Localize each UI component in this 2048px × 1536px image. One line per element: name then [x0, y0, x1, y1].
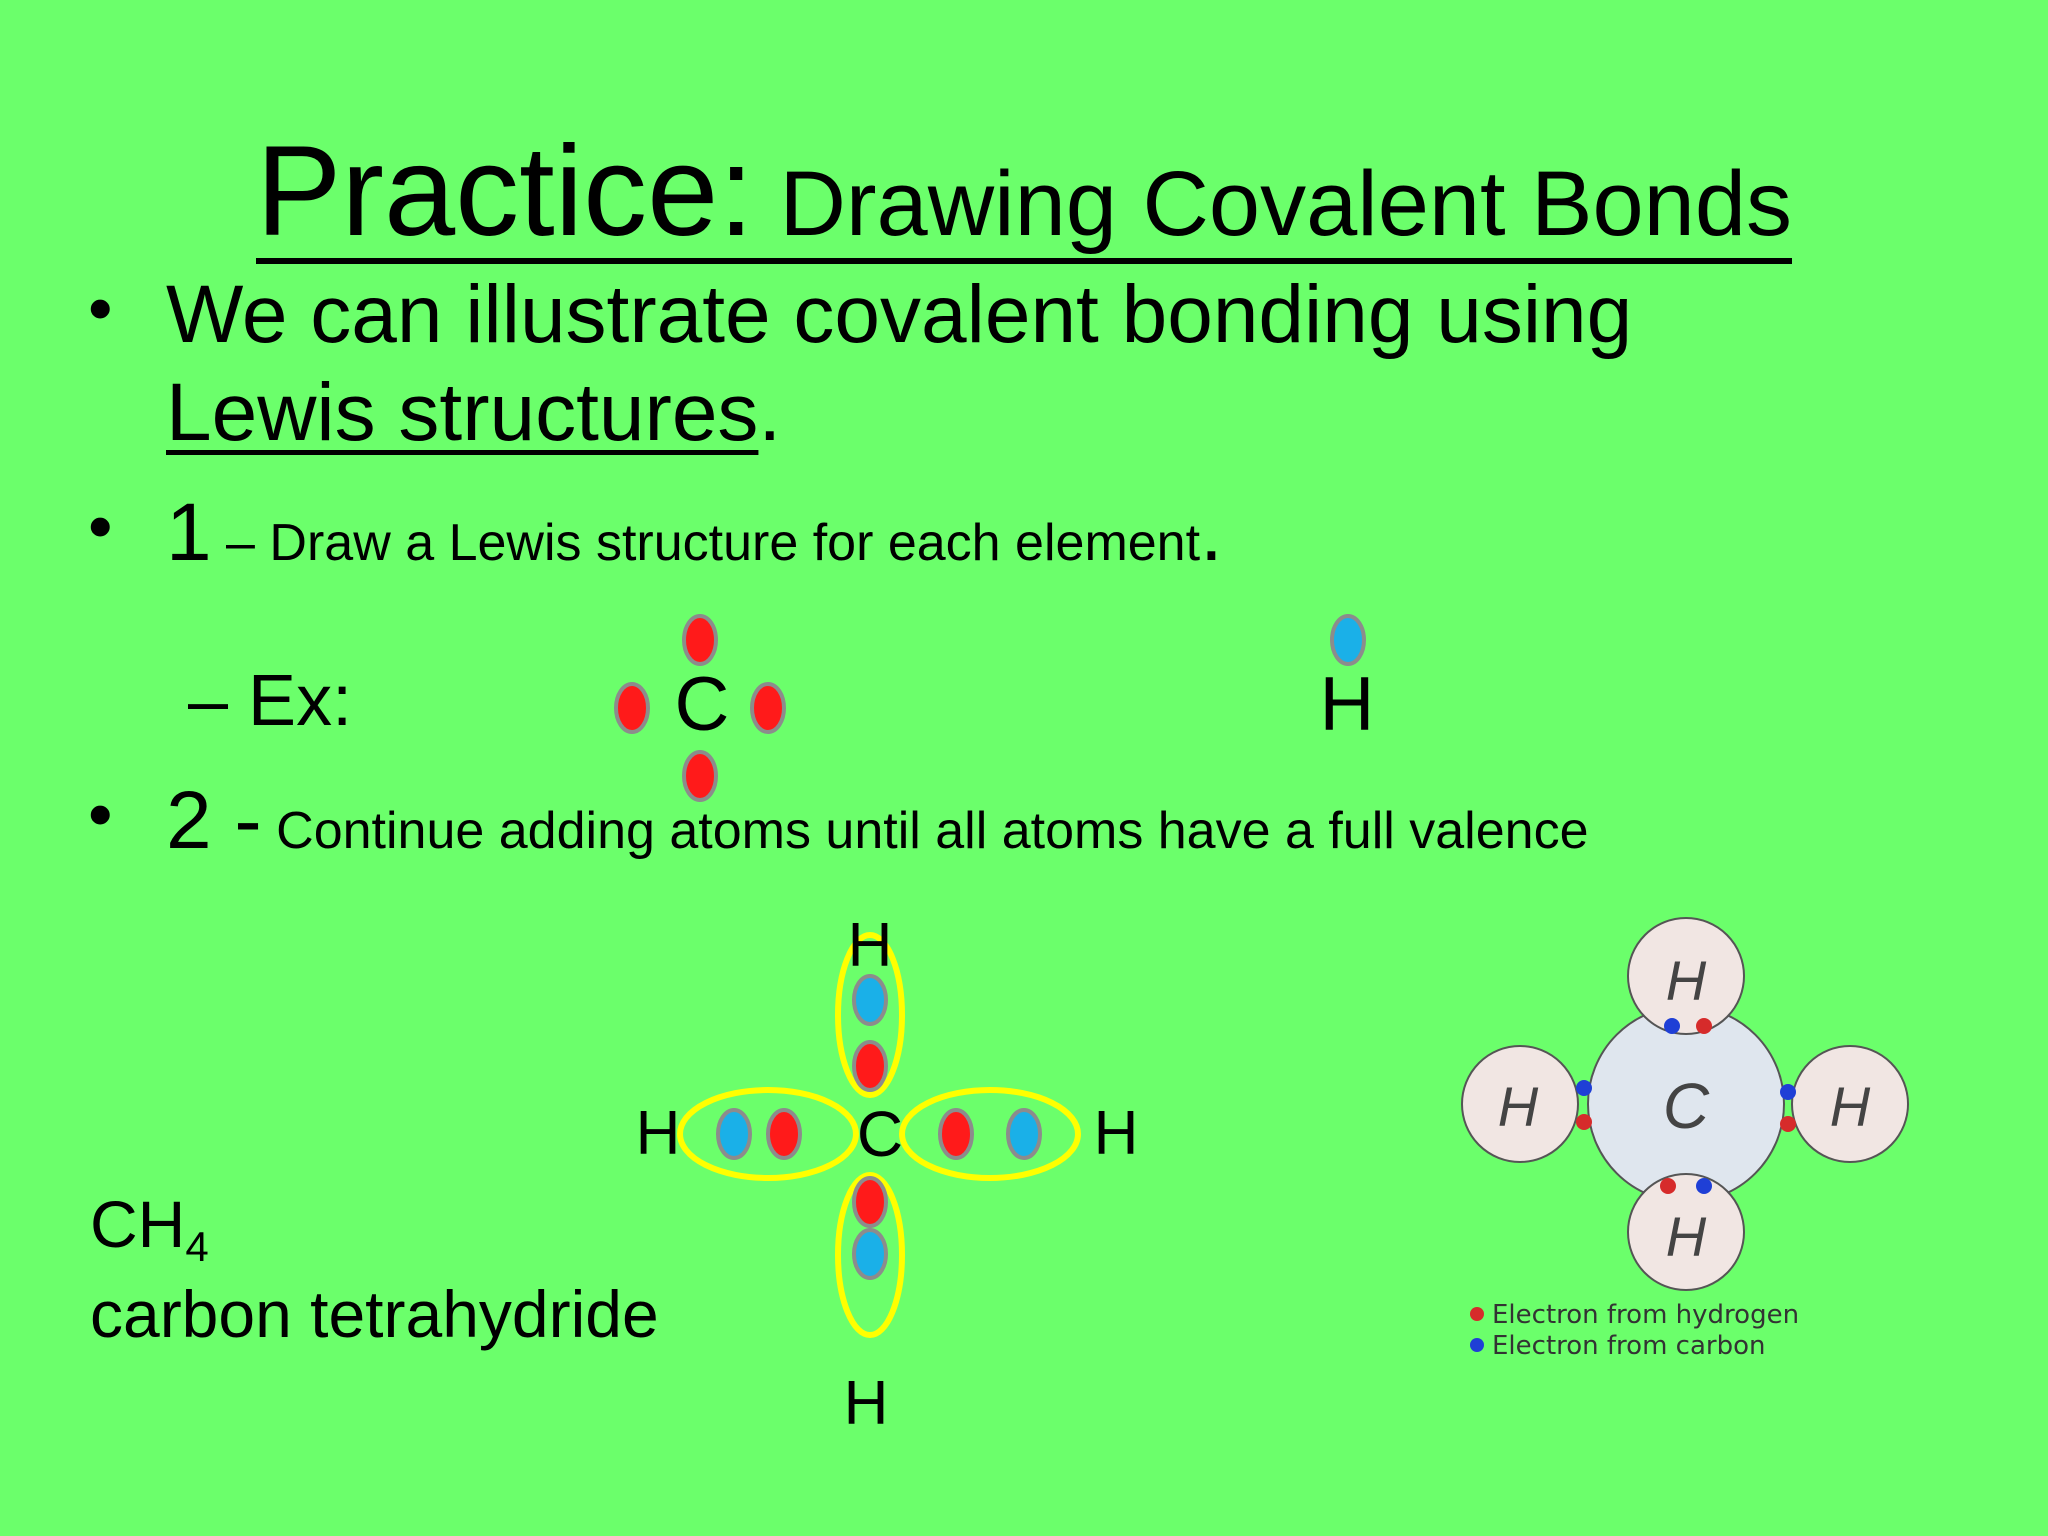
- orbital-hydrogen-symbol: H: [1497, 1075, 1539, 1138]
- step2-text: Continue adding atoms until all atoms have a full valence: [261, 802, 1589, 860]
- methane-left-hydrogen: H: [635, 1099, 681, 1168]
- hydrogen-electron-dot: [1696, 1018, 1712, 1034]
- formula-base: CH: [90, 1187, 186, 1261]
- hydrogen-electron-dot: [1576, 1114, 1592, 1130]
- legend-carbon-dot: [1470, 1338, 1484, 1352]
- orbital-hydrogen-symbol: H: [1665, 949, 1707, 1012]
- methane-lewis-structure: [636, 911, 1139, 1438]
- example-label: – Ex:: [188, 661, 353, 741]
- methane-bottom-hydrogen: H: [843, 1369, 889, 1438]
- carbon-electron-dot: [1780, 1084, 1796, 1100]
- title-part1: Practice:: [255, 120, 754, 263]
- hydrogen-electron: [854, 976, 886, 1024]
- bullet-marker: •: [88, 269, 113, 347]
- example-hydrogen-symbol: H: [1319, 662, 1375, 747]
- legend-carbon-label: Electron from carbon: [1492, 1331, 1766, 1361]
- formula-subscript: 4: [185, 1223, 209, 1271]
- carbon-electron: [684, 616, 716, 664]
- carbon-electron-dot: [1696, 1178, 1712, 1194]
- carbon-lewis-structure: [616, 616, 784, 800]
- bullet-marker: •: [88, 775, 113, 853]
- carbon-electron: [752, 684, 784, 732]
- methane-right-hydrogen: H: [1093, 1099, 1139, 1168]
- legend-hydrogen-dot: [1470, 1307, 1484, 1321]
- hydrogen-electron-dot: [1780, 1116, 1796, 1132]
- step1-number: 1: [166, 487, 212, 578]
- carbon-electron: [616, 684, 648, 732]
- intro-period: .: [758, 367, 782, 458]
- orbital-hydrogen-symbol: H: [1665, 1205, 1707, 1268]
- hydrogen-electron: [1332, 616, 1364, 664]
- hydrogen-lewis-structure: [1320, 616, 1375, 747]
- methane-orbital-diagram: [1462, 918, 1908, 1352]
- legend-hydrogen-label: Electron from hydrogen: [1492, 1300, 1800, 1330]
- example-carbon-symbol: C: [674, 662, 730, 747]
- step1-text: – Draw a Lewis structure for each element: [211, 514, 1201, 572]
- methane-center-carbon: C: [856, 1098, 904, 1170]
- step1-period: .: [1200, 487, 1223, 578]
- carbon-electron-dot: [1664, 1018, 1680, 1034]
- hydrogen-electron-dot: [1660, 1178, 1676, 1194]
- carbon-electron: [940, 1110, 972, 1158]
- lewis-structures-term: Lewis structures: [166, 367, 759, 458]
- orbital-carbon-symbol: C: [1662, 1070, 1710, 1142]
- bullet-marker: •: [88, 487, 113, 565]
- bond-outline-right: [902, 1090, 1078, 1178]
- hydrogen-electron: [854, 1230, 886, 1278]
- title-part2: Drawing Covalent Bonds: [753, 153, 1793, 255]
- methane-formula: [90, 1186, 209, 1271]
- orbital-hydrogen-symbol: H: [1829, 1075, 1871, 1138]
- carbon-electron: [768, 1110, 800, 1158]
- carbon-electron: [684, 752, 716, 800]
- carbon-electron: [854, 1042, 886, 1090]
- hydrogen-electron: [718, 1110, 750, 1158]
- intro-line1: We can illustrate covalent bonding using: [166, 269, 1633, 360]
- methane-top-hydrogen: H: [847, 911, 893, 980]
- carbon-electron-dot: [1576, 1080, 1592, 1096]
- step2-number: 2 -: [166, 775, 262, 866]
- methane-name: carbon tetrahydride: [90, 1277, 659, 1351]
- hydrogen-electron: [1008, 1110, 1040, 1158]
- carbon-electron: [854, 1178, 886, 1226]
